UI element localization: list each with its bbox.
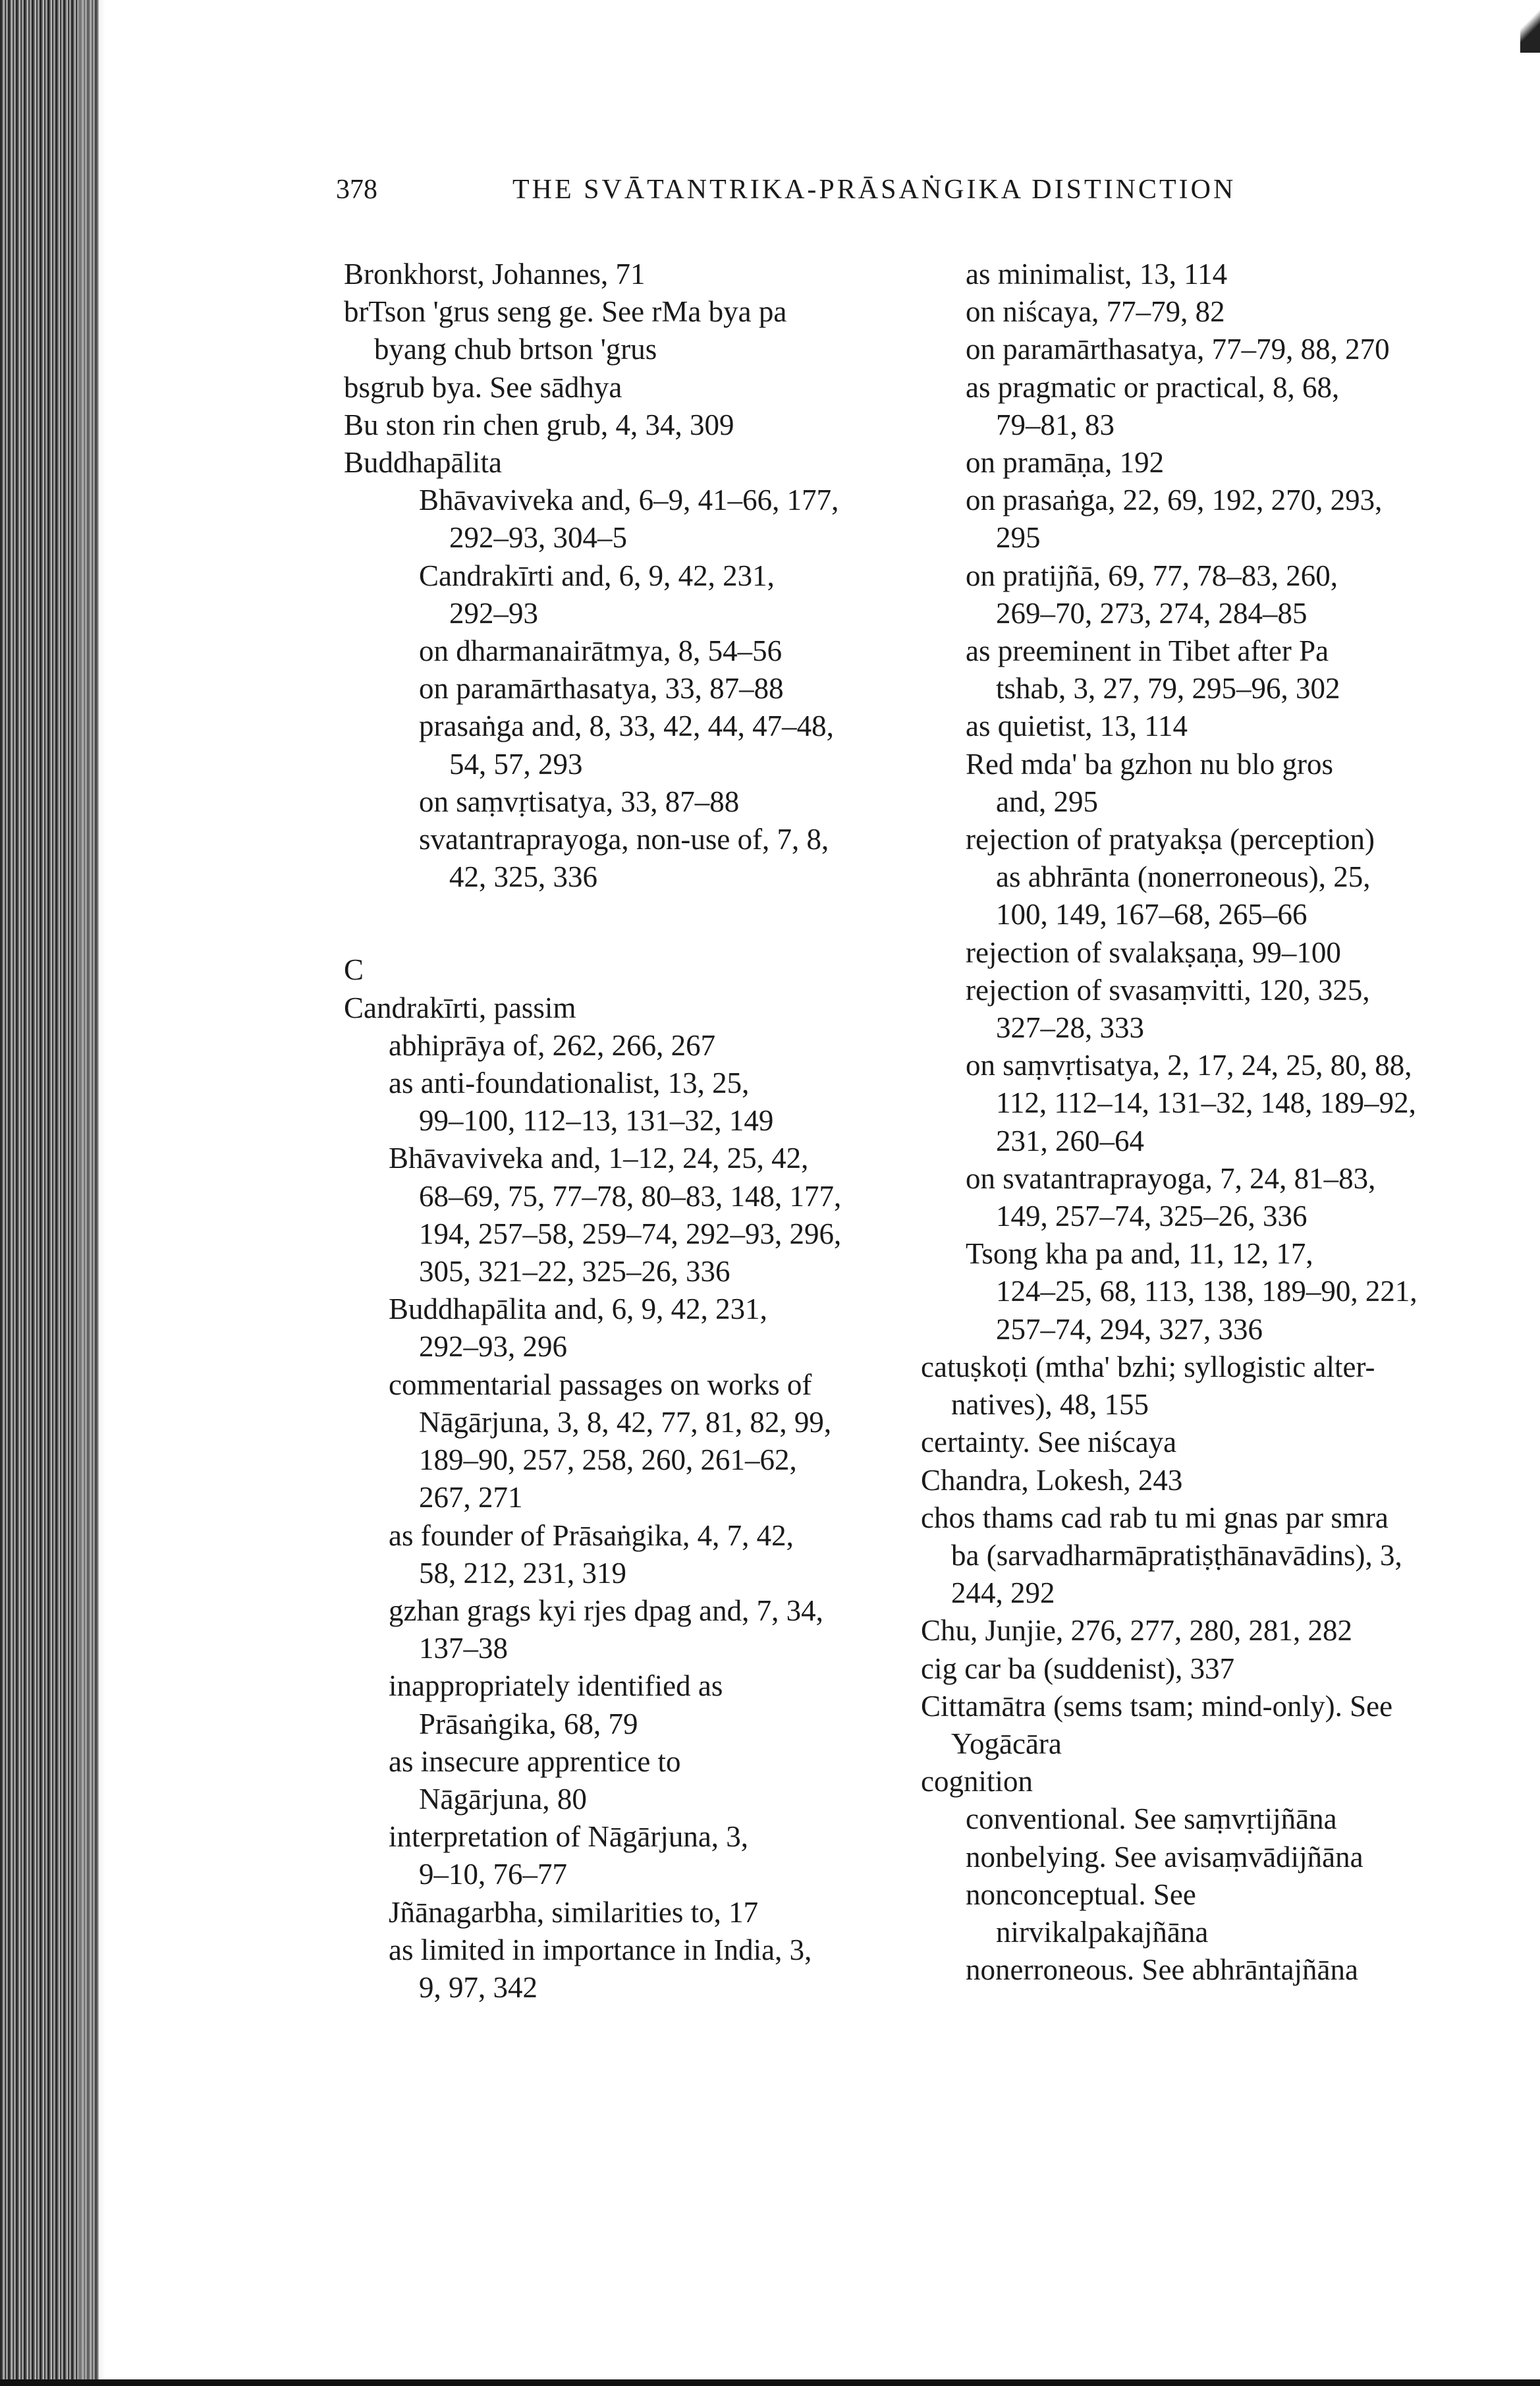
index-entry-line: 267, 271 [419, 1481, 523, 1514]
index-entry-line: nirvikalpakajñāna [996, 1915, 1209, 1949]
index-entry-line: 137–38 [419, 1632, 508, 1665]
index-entry-line: on paramārthasatya, 77–79, 88, 270 [966, 333, 1390, 366]
index-entry [921, 1876, 1461, 1951]
index-entry [344, 1290, 884, 1366]
index-entry-line: as quietist, 13, 114 [966, 709, 1188, 743]
index-entry [344, 482, 884, 557]
index-entry [344, 632, 884, 670]
index-entry-line: as limited in importance in India, 3, [389, 1933, 812, 1966]
index-entry [921, 1800, 1461, 1838]
index-entry-line: prasaṅga and, 8, 33, 42, 44, 47–48, [419, 709, 834, 743]
index-entry-line: on prasaṅga, 22, 69, 192, 270, 293, [966, 484, 1383, 517]
index-entry [344, 821, 884, 896]
index-entry-line: 58, 212, 231, 319 [419, 1556, 626, 1590]
index-entry [921, 1763, 1461, 1800]
index-entry-line: Candrakīrti and, 6, 9, 42, 231, [419, 559, 775, 592]
index-entry [344, 707, 884, 783]
page-header [336, 170, 1311, 209]
index-entry-line: as founder of Prāsaṅgika, 4, 7, 42, [389, 1518, 794, 1552]
index-entry-line: 292–93, 304–5 [449, 521, 627, 555]
index-entry-line: on paramārthasatya, 33, 87–88 [419, 672, 784, 706]
index-entry-line: abhiprāya of, 262, 266, 267 [389, 1028, 716, 1062]
index-entry-line: 124–25, 68, 113, 138, 189–90, 221, [996, 1275, 1417, 1308]
index-entry-line: tshab, 3, 27, 79, 295–96, 302 [996, 672, 1340, 706]
index-entry [921, 1160, 1461, 1235]
index-entry [921, 632, 1461, 707]
index-entry-line: rejection of svasaṃvitti, 120, 325, [966, 973, 1370, 1007]
index-entry [344, 1065, 884, 1140]
index-entry-line: 9–10, 76–77 [419, 1858, 567, 1891]
index-entry [921, 1235, 1461, 1348]
index-entry [344, 256, 884, 293]
index-entry-line: on dharmanairātmya, 8, 54–56 [419, 634, 783, 668]
index-entry-line: Bronkhorst, Johannes, 71 [344, 258, 646, 291]
index-entry-line: Nāgārjuna, 80 [419, 1782, 587, 1816]
page-number: 378 [336, 175, 377, 205]
index-entry-line: ba (sarvadharmāpratiṣṭhānavādins), 3, [951, 1538, 1402, 1572]
index-entry [921, 293, 1461, 331]
index-entry-line: byang chub brtson 'grus [374, 333, 657, 366]
index-entry-line: bsgrub bya. See sādhya [344, 370, 622, 404]
index-entry [921, 331, 1461, 368]
index-entry-line: Bhāvaviveka and, 6–9, 41–66, 177, [419, 484, 839, 517]
index-entry-line: 292–93, 296 [419, 1330, 567, 1364]
index-entry-line: Bhāvaviveka and, 1–12, 24, 25, 42, [389, 1142, 809, 1175]
index-entry [921, 1462, 1461, 1499]
index-entry-line: commentarial passages on works of [389, 1368, 812, 1401]
index-entry-line: Yogācāra [951, 1727, 1062, 1760]
index-column-right [921, 256, 1461, 1989]
index-entry-line: Buddhapālita and, 6, 9, 42, 231, [389, 1292, 767, 1326]
index-entry-line: cig car ba (suddenist), 337 [921, 1651, 1235, 1685]
index-entry-line: 194, 257–58, 259–74, 292–93, 296, [419, 1217, 842, 1250]
index-entry-line: interpretation of Nāgārjuna, 3, [389, 1820, 749, 1854]
index-entry-line: as insecure apprentice to [389, 1744, 681, 1778]
index-entry [344, 670, 884, 707]
index-entry-line: as anti-foundationalist, 13, 25, [389, 1067, 750, 1100]
index-entry-line: 42, 325, 336 [449, 860, 597, 894]
index-entry-line: C [344, 953, 364, 987]
index-entry-line: as minimalist, 13, 114 [966, 258, 1228, 291]
index-entry-line: certainty. See niścaya [921, 1426, 1177, 1459]
index-entry-line: Prāsaṅgika, 68, 79 [419, 1707, 638, 1740]
index-entry-line: Candrakīrti, passim [344, 991, 576, 1024]
index-entry-line: inappropriately identified as [389, 1669, 723, 1703]
index-entry-line: 68–69, 75, 77–78, 80–83, 148, 177, [419, 1179, 842, 1213]
index-entry-line: 327–28, 333 [996, 1011, 1144, 1045]
index-entry [344, 1931, 884, 2007]
index-entry [344, 1667, 884, 1742]
index-entry [921, 972, 1461, 1047]
index-entry [344, 783, 884, 821]
index-entry-line: 112, 112–14, 131–32, 148, 189–92, [996, 1086, 1416, 1120]
index-entry-line: cognition [921, 1765, 1033, 1798]
index-entry-line: catuṣkoṭi (mtha' bzhi; syllogistic alter- [921, 1350, 1375, 1383]
index-entry [921, 821, 1461, 934]
index-entry-line: on saṃvṛtisatya, 33, 87–88 [419, 785, 740, 818]
index-entry [344, 293, 884, 368]
index-entry [921, 256, 1461, 293]
index-entry-line: as preeminent in Tibet after Pa [966, 634, 1329, 668]
index-entry [344, 557, 884, 632]
index-entry [344, 406, 884, 444]
index-entry-line: 149, 257–74, 325–26, 336 [996, 1200, 1307, 1233]
index-entry-line: Chandra, Lokesh, 243 [921, 1463, 1183, 1497]
index-entry [921, 444, 1461, 482]
index-entry [344, 1818, 884, 1893]
index-entry [921, 557, 1461, 632]
index-entry-line: Chu, Junjie, 276, 277, 280, 281, 282 [921, 1614, 1353, 1648]
index-entry-line: 100, 149, 167–68, 265–66 [996, 898, 1307, 931]
index-entry-line: Tsong kha pa and, 11, 12, 17, [966, 1237, 1313, 1271]
scan-corner-mark [1520, 0, 1540, 53]
index-entry [921, 369, 1461, 444]
index-entry-line: Cittamātra (sems tsam; mind-only). See [921, 1689, 1393, 1723]
index-entry-line: svatantraprayoga, non-use of, 7, 8, [419, 823, 829, 856]
index-entry-line: nonconceptual. See [966, 1877, 1196, 1911]
index-entry-line: 295 [996, 521, 1041, 555]
index-entry-line: brTson 'grus seng ge. See rMa bya pa [344, 295, 787, 329]
running-head: THE SVĀTANTRIKA-PRĀSAṄGIKA DISTINCTION [512, 175, 1236, 205]
index-entry [921, 707, 1461, 745]
index-entry [921, 1650, 1461, 1688]
index-entry-line: gzhan grags kyi rjes dpag and, 7, 34, [389, 1594, 823, 1627]
index-entry-line: Nāgārjuna, 3, 8, 42, 77, 81, 82, 99, [419, 1405, 832, 1439]
index-entry-line: Bu ston rin chen grub, 4, 34, 309 [344, 408, 734, 441]
index-column-left [344, 256, 884, 2007]
index-entry-line: as pragmatic or practical, 8, 68, [966, 370, 1340, 404]
index-section-letter [344, 951, 884, 989]
index-entry-line: 189–90, 257, 258, 260, 261–62, [419, 1443, 797, 1477]
index-entry-line: rejection of pratyakṣa (perception) [966, 823, 1375, 856]
index-entry [344, 1894, 884, 1931]
index-entry [921, 1612, 1461, 1650]
index-entry [921, 1348, 1461, 1424]
index-entry [921, 746, 1461, 821]
index-entry-line: nonerroneous. See abhrāntajñāna [966, 1953, 1359, 1987]
index-entry [344, 1592, 884, 1667]
index-entry-line: nonbelying. See avisaṃvādijñāna [966, 1840, 1363, 1873]
index-entry-line: on pratijñā, 69, 77, 78–83, 260, [966, 559, 1338, 592]
index-entry-line: conventional. See saṃvṛtijñāna [966, 1802, 1337, 1836]
index-entry-line: 231, 260–64 [996, 1124, 1144, 1157]
index-entry-line: natives), 48, 155 [951, 1388, 1149, 1422]
index-entry [344, 1027, 884, 1065]
index-entry-line: on svatantraprayoga, 7, 24, 81–83, [966, 1161, 1376, 1195]
index-entry-line: Red mda' ba gzhon nu blo gros [966, 747, 1334, 781]
index-entry [344, 989, 884, 1027]
index-entry-line: chos thams cad rab tu mi gnas par smra [921, 1501, 1389, 1534]
index-entry-line: on niścaya, 77–79, 82 [966, 295, 1225, 329]
index-entry-line: Jñānagarbha, similarities to, 17 [389, 1895, 759, 1929]
index-entry-line: 292–93 [449, 596, 538, 630]
index-entry [344, 444, 884, 482]
index-entry-line: and, 295 [996, 785, 1098, 818]
index-entry-line: 79–81, 83 [996, 408, 1114, 441]
index-entry [921, 1688, 1461, 1763]
index-entry [921, 1424, 1461, 1461]
index-entry-line: 99–100, 112–13, 131–32, 149 [419, 1104, 774, 1138]
index-entry [344, 369, 884, 406]
index-entry-line: on saṃvṛtisatya, 2, 17, 24, 25, 80, 88, [966, 1049, 1412, 1082]
index-entry [344, 1743, 884, 1818]
gutter-fade [79, 0, 105, 2386]
index-entry-line: 54, 57, 293 [449, 747, 583, 781]
index-entry-line: on pramāṇa, 192 [966, 446, 1165, 480]
index-entry [921, 1951, 1461, 1989]
index-entry-line: Buddhapālita [344, 446, 502, 480]
index-entry-line: 305, 321–22, 325–26, 336 [419, 1255, 730, 1289]
index-entry-line: 9, 97, 342 [419, 1970, 537, 2004]
index-entry-line: 269–70, 273, 274, 284–85 [996, 596, 1307, 630]
index-entry-line: 257–74, 294, 327, 336 [996, 1312, 1263, 1346]
scan-bottom-edge [0, 2379, 1540, 2386]
index-entry-line: rejection of svalakṣaṇa, 99–100 [966, 935, 1341, 969]
index-entry [921, 1499, 1461, 1613]
index-entry [344, 1140, 884, 1290]
index-entry [921, 1047, 1461, 1160]
index-entry [344, 1366, 884, 1517]
index-entry [921, 482, 1461, 557]
index-entry-line: as abhrānta (nonerroneous), 25, [996, 860, 1371, 894]
index-entry [921, 934, 1461, 972]
index-entry [921, 1839, 1461, 1876]
index-entry [344, 1517, 884, 1592]
index-entry-line: 244, 292 [951, 1576, 1055, 1610]
